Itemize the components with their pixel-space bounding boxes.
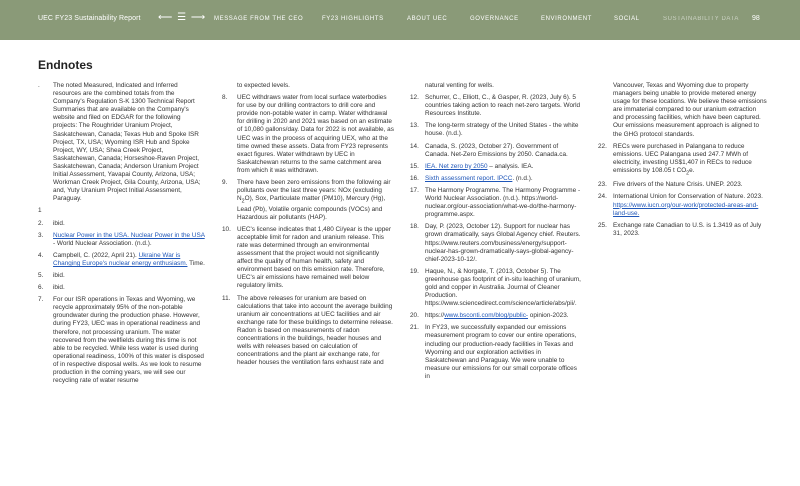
endnote-3: 3. Nuclear Power in the USA. Nuclear Power in the USA - World Nuclear Association. (n.d.). — [38, 231, 205, 247]
endnote-11-continued: natural venting for wells. — [425, 82, 494, 89]
endnote-17: 17. The Harmony Programme. The Harmony Programme - World Nuclear Association. (n.d.). https://world-nuclear.org/our-association/what-we-do/the-harmony-programme.aspx. — [410, 186, 581, 219]
endnote-9: 9. There have been zero emissions from the following air pollutants over the last three years: NOx (excluding $N_2O$), Sox, Particulate matter (PM10), Mercury (Hg), Lead (Pb), Volatile organic compounds (VOCs) and Hazardous air pollutants (HAP). — [222, 179, 391, 221]
endnote-18: 18. Day, P. (2023, October 12). Support for nuclear has grown dramatically, says Global Agency chief. Reuters. https://www.reuters.com/business/energy/support-nuclear-has-grown-dramatically-says-global-agency-chief-2023-10-12/. — [410, 223, 581, 263]
endnotes-column-2 — [222, 82, 394, 371]
endnote-16-link[interactable]: Sixth assessment report. IPCC — [425, 174, 513, 182]
endnote-10: 10. UEC's license indicates that 1,480 Ci/year is the upper acceptable limit for radon and uranium release. This rate was determined through an environmental assessment that the project would not significantly affect the quality of human health, safety and environment based on this emission rate. Therefore, UEC's air emissions have remained well below regulatory limits. — [222, 225, 391, 290]
endnote-2: 2. ibid. — [38, 219, 65, 227]
endnote-25: 25. Exchange rate Canadian to U.S. is 1.3419 as of July 31, 2023. — [598, 221, 762, 237]
nav-fy23-highlights[interactable]: FY23 HIGHLIGHTS — [322, 16, 384, 22]
page-number: 98 — [752, 15, 760, 22]
endnote-24: 24. International Union for Conservation of Nature. 2023. https://www.iucn.org/our-work/protected-areas-and-land-use. — [598, 193, 763, 217]
endnote-6: 6. ibid. — [38, 284, 65, 292]
endnotes-column-3 — [410, 82, 582, 385]
page-title: Endnotes — [38, 58, 93, 72]
endnote-4: 4. Campbell, C. (2022, April 21). Ukraine War is Changing Europe's nuclear energy enthusiasm. Time. — [38, 251, 205, 267]
endnote-12: 12. Schurrer, C., Elliott, C., & Gasper, R. (2023, July 6). 5 countries taking action to reach net-zero targets. World Resources Institute. — [410, 94, 581, 118]
previous-page-icon[interactable]: ⟵ — [158, 12, 174, 23]
endnotes-column-1 — [38, 82, 206, 389]
endnotes-column-4 — [598, 82, 768, 242]
nav-governance[interactable]: GOVERNANCE — [470, 16, 519, 22]
endnote-22: 22. RECs were purchased in Palangana to reduce emissions. UEC Palangana used 247.7 MWh of electricity, investing US$1,407 in RECs to reduce emissions by 108.05 t $CO_2e$. — [598, 142, 752, 177]
menu-icon[interactable]: ☰ — [177, 12, 188, 23]
endnote-1: 1 — [38, 207, 42, 215]
nav-social[interactable]: SOCIAL — [614, 16, 640, 22]
endnote-14: 14. Canada, S. (2023, October 27). Government of Canada. Net-Zero Emissions by 2050. Canada.ca. — [410, 142, 568, 158]
endnote-20: 20. https://www.bsconti.com/blog/public- opinion-2023. — [410, 312, 569, 320]
nav-message-from-ceo[interactable]: MESSAGE FROM THE CEO — [214, 16, 304, 22]
endnote-24-link[interactable]: https://www.iucn.org/our-work/protected-areas-and-land-use. — [613, 201, 759, 217]
endnote-15-link[interactable]: IEA. Net zero by 2050 — [425, 162, 488, 170]
endnote-19: 19. Haque, N., & Norgate, T. (2013, October 5). The greenhouse gas footprint of in-situ leaching of uranium, gold and copper in Australia. Journal of Cleaner Production. https://www.sciencedirect.com/science/article/abs/pii/. — [410, 267, 581, 308]
endnote-7: 7. For our ISR operations in Texas and Wyoming, we recycle approximately 95% of the non-potable groundwater during the production phase. However, during FY23, UEC was in operational readiness and therefore, not processing uranium. The water recovered from the wellfields during this time is not able to be recycled. While less water is used during operational readiness, 100% of this water is disposed of in respective disposal wells. As we look to resume production in the coming years, we will see our recycling rate of water resume — [38, 296, 204, 385]
endnote-20-link[interactable]: www.bsconti.com/blog/public- — [444, 312, 529, 320]
endnote-21: 21. In FY23, we successfully expanded our emissions measurement program to cover our entire operations, including our production-ready facilities in Texas and Wyoming and our exploration activities in Saskatchewan and Paraguay. We were unable to measure our emissions for our small corporate offices in — [410, 324, 577, 380]
endnote-3-link[interactable]: Nuclear Power in the USA. Nuclear Power in the USA — [53, 231, 205, 239]
endnote-21-continued: Vancouver, Texas and Wyoming due to property managers being unable to provide metered energy usage for these locations. We believe these emissions are immaterial compared to our uranium extraction and processing facilities, which have been captured. Our emissions measurement approach is aligned to the GHG protocol standards. — [613, 82, 767, 138]
report-title[interactable]: UEC FY23 Sustainability Report — [38, 15, 141, 22]
top-navigation-bar — [0, 0, 800, 40]
endnote-4-link[interactable]: Ukraine War is Changing Europe's nuclear energy enthusiasm. — [53, 251, 188, 267]
endnote-23: 23. Five drivers of the Nature Crisis. UNEP. 2023. — [598, 181, 743, 189]
endnote-0: . The noted Measured, Indicated and Inferred resources are the combined totals from the Company's Regulation S-K 1300 Technical Report Summaries that are available on the Company's website and filed on EDGAR for the following projects: The Roughrider Uranium Project, Saskatchewan, Canada; Texas Hub and Spoke ISR Project, TX, USA; Wyoming ISR Hub and Spoke Project, WY, USA; Shea Creek Project, Saskatchewan, Canada; Horseshoe-Raven Project, Saskatchewan, Canada; Anderson Uranium Project Initial Assessment, Yavapai County, Arizona, USA; Workman Creek Project, Gila County, Arizona, USA; and, Yuty Uranium Project Initial Assessment, Paraguay. — [38, 82, 201, 203]
endnote-7-continued: to expected levels. — [237, 82, 290, 89]
endnote-13: 13. The long-term strategy of the United States - the white house. (n.d.). — [410, 122, 579, 138]
nav-sustainability-data[interactable]: SUSTAINABILITY DATA — [663, 16, 739, 22]
endnote-15: 15. IEA. Net zero by 2050 – analysis. IEA. — [410, 162, 534, 170]
nav-environment[interactable]: ENVIRONMENT — [541, 16, 592, 22]
endnote-11: 11. The above releases for uranium are based on calculations that take into account the average building uranium air concentrations at UEC facilities and air exchange rate for these buildings to determine release. Radon is based on measurements of radon concentrations in the buildings, header houses and wells with releases based on calculation of concentrations and the plant air exchange rate, for header houses the ventilation fans exhaust rate and — [222, 294, 393, 367]
next-page-icon[interactable]: ⟶ — [190, 12, 207, 23]
nav-about-uec[interactable]: ABOUT UEC — [407, 16, 448, 22]
endnote-5: 5. ibid. — [38, 271, 65, 279]
endnote-16: 16. Sixth assessment report. IPCC. (n.d.). — [410, 174, 533, 182]
page-arrows[interactable] — [158, 12, 206, 23]
endnote-8: 8. UEC withdraws water from local surface waterbodies for use by our drilling contractors to drill core and provide non-potable water in camp. Water withdrawal for drilling in 2020 and 2021 was based on an estimate of 10,080 gallons/day. Data for 2022 is not available, as UEC was in the process of acquiring UEX, who at the time owned these assets. Data from FY23 represents exact figures. Water withdrawn by UEC in Saskatchewan returns to the same catchment area from which it was withdrawn. — [222, 94, 394, 174]
